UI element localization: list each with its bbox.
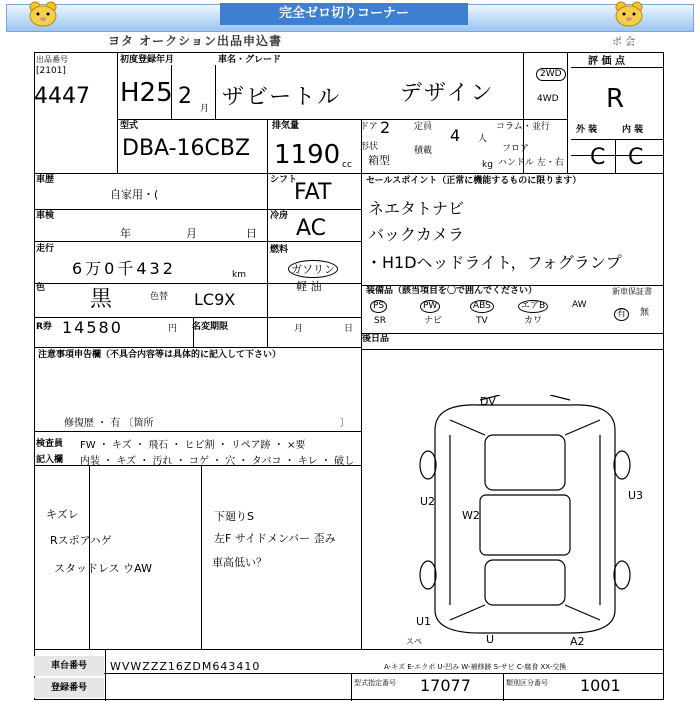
inspector-row1: FW ・ キズ ・ 飛石 ・ ヒビ割 ・ リペア跡 ・ ×要 — [80, 440, 306, 451]
evaluation-label: 評 価 点 — [588, 56, 625, 67]
equipment-leather: カワ — [524, 316, 543, 326]
registration-month: 2 — [178, 84, 192, 109]
inspector-label: 検査員 記入欄 — [36, 439, 64, 465]
exterior-grade: C — [590, 145, 606, 170]
vehicle-damage-diagram — [410, 395, 640, 640]
remark-right-1: 左F サイドメンバー 歪み — [214, 532, 336, 545]
equipment-airbag: エアB — [518, 300, 548, 313]
notes-label: 注意事項申告欄（不具合内容等は具体的に記入して下さい） — [38, 350, 282, 360]
equipment-tv: TV — [476, 316, 488, 326]
warranty-none: 無 — [640, 308, 650, 318]
lot-number: 4447 — [34, 84, 90, 109]
cert-label: 型式指定番号 — [354, 679, 396, 687]
diagram-mark-u: U — [486, 633, 495, 646]
car-name-label: 車名・グレード — [218, 55, 282, 65]
registration-label: 初度登録年月 — [120, 55, 175, 65]
diagram-mark-u3: U3 — [628, 489, 644, 502]
model-label: 型式 — [120, 121, 139, 131]
chassis-label: 車台番号 — [34, 656, 104, 676]
diagram-mark-a2: A2 — [570, 635, 585, 648]
steering-handle-label: ハンドル 左・右 — [498, 158, 564, 168]
inspector-row2: 内装 ・ キズ ・ 汚れ ・ コゲ ・ 穴 ・ タバコ ・ キレ ・ 破し — [80, 456, 355, 467]
form-title: ヨタ オークション出品申込書 — [108, 34, 282, 48]
load-unit: kg — [482, 160, 493, 170]
remark-left-1: Rスポアハゲ — [50, 534, 112, 547]
interior-grade: C — [628, 145, 644, 170]
diagram-mark-w2: W2 — [462, 509, 480, 522]
history-value: 自家用・( — [110, 188, 159, 201]
doors-label: ドア — [360, 122, 378, 132]
new-car-warranty-label: 新車保証書 — [612, 287, 652, 296]
category-number: 1001 — [580, 676, 621, 695]
color-code: LC9X — [194, 290, 236, 309]
options-label: 後日品 — [362, 334, 390, 344]
sales-points-header: セールスポイント（正常に機能するものに限ります） — [366, 176, 582, 186]
color-code-label: 色替 — [150, 292, 169, 302]
registration-month-unit: 月 — [200, 104, 210, 114]
shift-value: FAT — [294, 180, 332, 205]
equipment-navi: ナビ — [424, 316, 443, 326]
fuel-label: 燃料 — [270, 245, 289, 255]
diagram-mark-u1: U1 — [416, 615, 432, 628]
drive-4wd: 4WD — [537, 94, 559, 104]
repair-bracket-end: 〕 — [340, 418, 350, 429]
equipment-aw: AW — [572, 300, 587, 310]
inspection-month-unit: 月 — [186, 227, 197, 240]
model-value: DBA-16CBZ — [122, 136, 251, 161]
lot-small-label: 出品番号 — [36, 55, 68, 64]
repair-history: 修復歴 ・ 有 〔箇所 — [64, 418, 154, 429]
exterior-label: 外 装 — [576, 125, 598, 135]
equipment-ps: PS — [370, 300, 387, 313]
mileage-label: 走行 — [36, 244, 55, 254]
capacity-label: 定員 — [414, 122, 433, 132]
recycle-unit: 円 — [168, 324, 178, 334]
sales-point-2: ・H1Dヘッドライト，フォグランプ — [366, 253, 622, 272]
displacement-label: 排気量 — [272, 121, 300, 131]
inspection-label: 車検 — [36, 211, 55, 221]
diagram-mark-u2: U2 — [420, 495, 436, 508]
fuel-value-circled: ガソリン — [288, 260, 338, 278]
doors-value: 2 — [380, 118, 391, 137]
recycle-value: 14580 — [62, 318, 123, 337]
load-label: 積載 — [414, 146, 433, 156]
lot-ref: [2101] — [36, 66, 66, 76]
equipment-pw: PW — [420, 300, 440, 313]
remark-right-0: 下廻りS — [214, 510, 254, 523]
capacity-value: 4 — [450, 126, 461, 145]
evaluation-score: R — [606, 84, 625, 114]
equipment-abs: ABS — [470, 300, 494, 313]
damage-legend: A-キズ E-エクボ U-凹み W-補修跡 S-サビ C-腐食 XX-交換 — [384, 663, 567, 671]
remark-left-2: スタッドレス ウAW — [54, 562, 152, 575]
warranty-yes-circled: 有 — [614, 308, 629, 321]
capacity-unit: 人 — [478, 134, 488, 144]
cert-number: 17077 — [420, 676, 471, 695]
sales-point-0: ネエタトナビ — [368, 199, 465, 218]
category-label: 類別区分番号 — [506, 679, 548, 687]
cooling-value: AC — [296, 216, 327, 241]
equipment-label: 装備品（該当項目を〇で囲んでください） — [366, 286, 538, 296]
color-value: 黒 — [90, 287, 113, 312]
cooling-label: 冷房 — [270, 211, 289, 221]
history-label: 車歴 — [36, 175, 55, 185]
registration-era-year: H25 — [120, 78, 173, 108]
banner-title: 完全ゼロ切りコーナー — [220, 3, 468, 25]
inspection-day-unit: 日 — [246, 227, 257, 240]
displacement-value: 1190 — [274, 140, 341, 170]
equipment-grid — [366, 298, 606, 330]
fuel-extra: 軽 油 — [296, 280, 322, 293]
equipment-sr: SR — [374, 316, 386, 326]
body-type-value: 箱型 — [368, 154, 390, 167]
shift-label: シフト — [270, 175, 298, 185]
color-label: 色 — [36, 283, 46, 293]
name-change-label: 名変期限 — [192, 322, 229, 332]
plate-label: 登録番号 — [34, 678, 104, 698]
form-corner-label: ポ 会 — [612, 37, 636, 48]
car-grade: デザイン — [400, 81, 495, 106]
bear-mascot-icon — [26, 1, 60, 27]
name-change-month: 月 — [294, 324, 304, 334]
remark-left-0: キズレ — [46, 508, 79, 521]
displacement-unit: cc — [342, 160, 352, 170]
diagram-mark-spare: スペ — [406, 637, 422, 646]
drive-2wd-circled: 2WD — [536, 68, 566, 81]
name-change-day: 日 — [344, 324, 354, 334]
interior-label: 内 装 — [622, 125, 644, 135]
diagram-mark-dv: DV — [480, 395, 496, 408]
chassis-number: WVWZZZ16ZDM643410 — [110, 660, 261, 673]
remark-right-2: 車高低い？ — [212, 556, 267, 569]
mileage-value: 6万0千432 — [72, 259, 176, 278]
body-type-label: 形状 — [360, 142, 379, 152]
sales-point-1: バックカメラ — [368, 225, 465, 244]
steering-column-label: コラム・並行 — [496, 122, 550, 132]
inspection-year-unit: 年 — [120, 227, 131, 240]
recycle-label: R券 — [36, 322, 52, 332]
steering-floor-label: フロア — [502, 144, 530, 154]
bear-mascot-icon — [612, 1, 646, 27]
car-name: ザビートル — [222, 85, 342, 110]
mileage-unit: km — [232, 270, 246, 280]
